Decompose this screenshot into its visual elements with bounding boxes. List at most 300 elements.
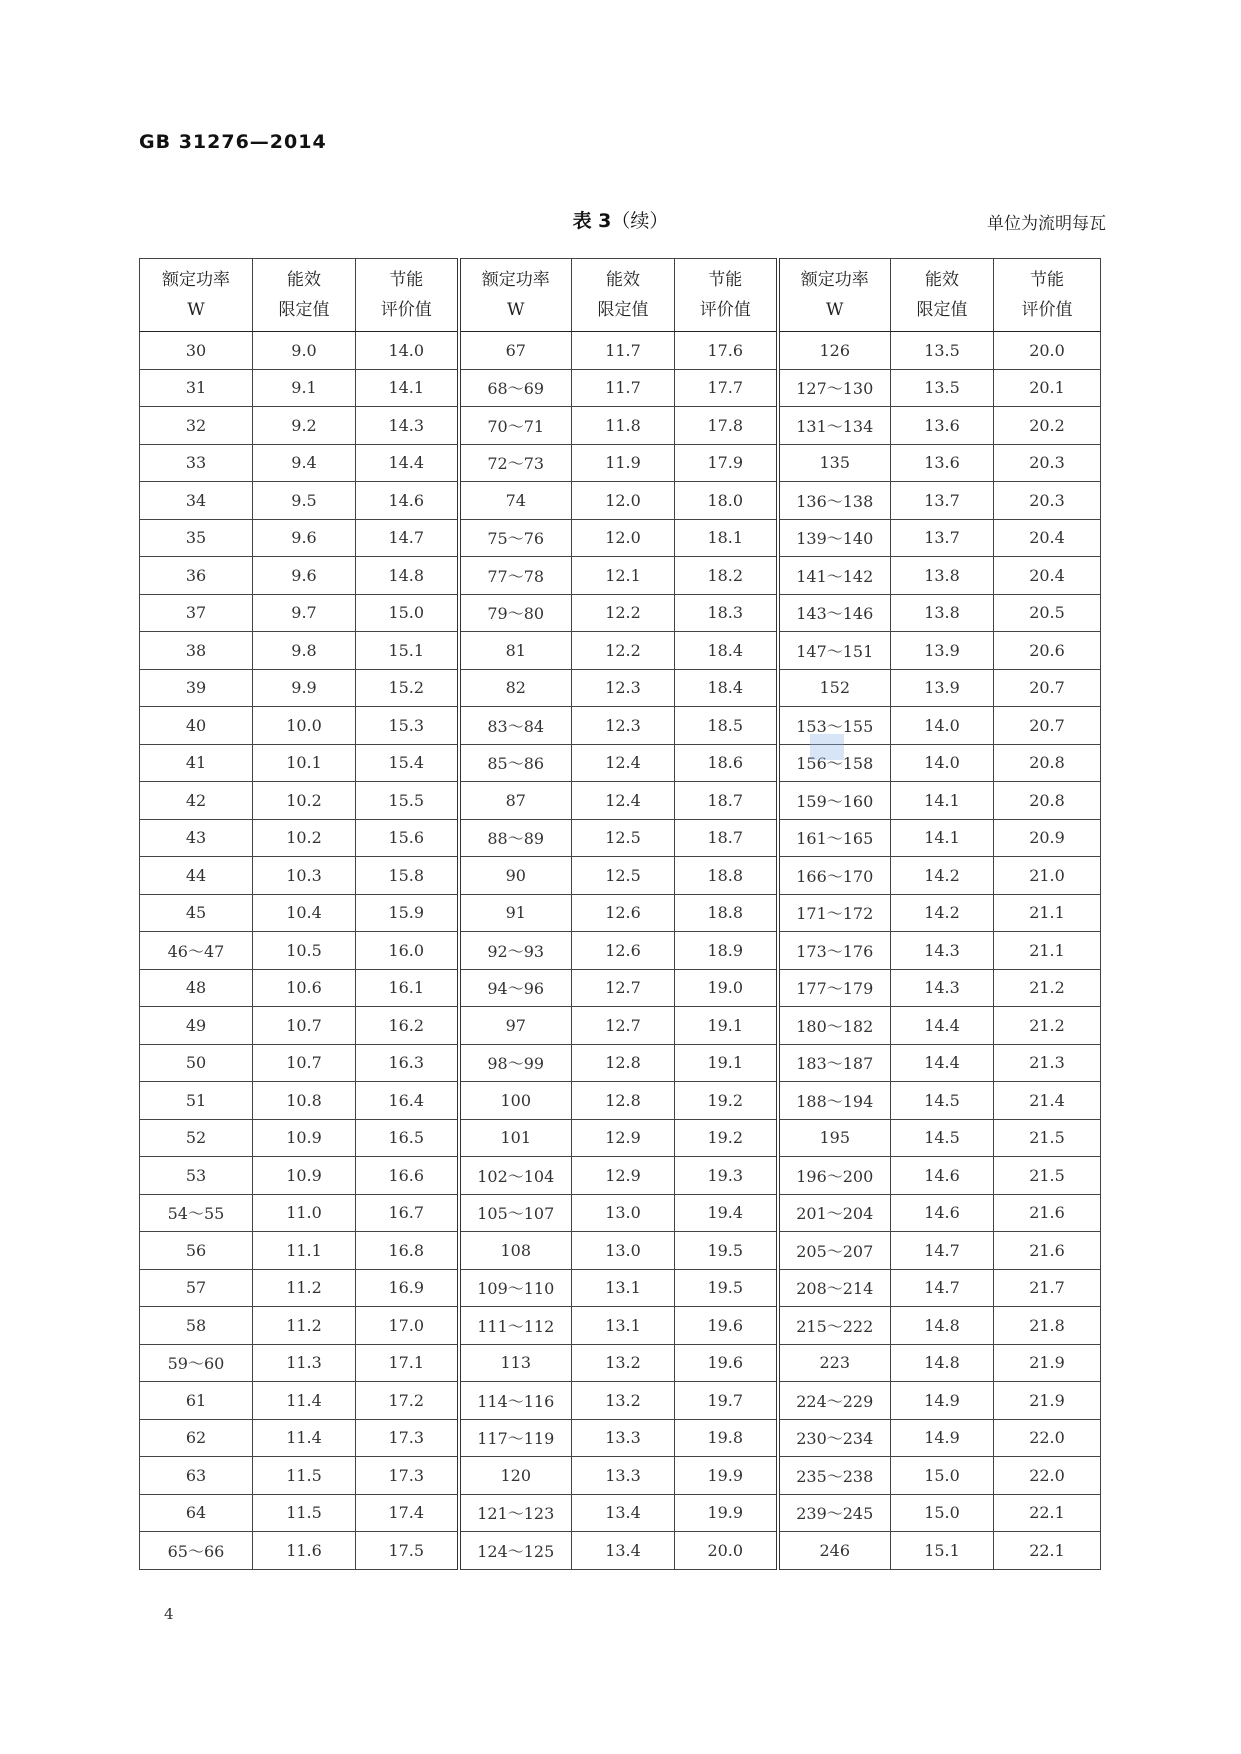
table-cell: 13.1 xyxy=(572,1269,675,1307)
header-energy-saving-value: 节能 评价值 xyxy=(675,259,778,332)
table-row xyxy=(140,444,1101,482)
table-cell: 18.8 xyxy=(675,857,778,895)
table-cell: 10.7 xyxy=(253,1044,356,1082)
table-cell: 45 xyxy=(140,894,253,932)
table-cell: 15.9 xyxy=(356,894,459,932)
table-cell: 19.4 xyxy=(675,1194,778,1232)
header-rated-power: 额定功率 W xyxy=(459,259,572,332)
table-cell: 16.8 xyxy=(356,1232,459,1270)
table-cell: 139～140 xyxy=(778,519,891,557)
table-row xyxy=(140,744,1101,782)
table-cell: 12.7 xyxy=(572,1007,675,1045)
table-row xyxy=(140,1044,1101,1082)
table-row xyxy=(140,594,1101,632)
table-cell: 10.6 xyxy=(253,969,356,1007)
table-row xyxy=(140,407,1101,445)
table-row xyxy=(140,1232,1101,1270)
table-cell: 131～134 xyxy=(778,407,891,445)
table-cell: 14.2 xyxy=(891,857,994,895)
table-cell: 121～123 xyxy=(459,1494,572,1532)
header-rated-power: 额定功率 W xyxy=(778,259,891,332)
table-cell: 9.4 xyxy=(253,444,356,482)
table-cell: 15.1 xyxy=(356,632,459,670)
table-cell: 18.7 xyxy=(675,819,778,857)
table-cell: 19.2 xyxy=(675,1119,778,1157)
table-cell: 18.4 xyxy=(675,632,778,670)
table-cell: 21.2 xyxy=(994,969,1101,1007)
table-cell: 13.2 xyxy=(572,1344,675,1382)
table-cell: 88～89 xyxy=(459,819,572,857)
table-cell: 13.4 xyxy=(572,1532,675,1570)
table-cell: 13.8 xyxy=(891,594,994,632)
table-cell: 124～125 xyxy=(459,1532,572,1570)
table-cell: 12.9 xyxy=(572,1157,675,1195)
table-cell: 63 xyxy=(140,1457,253,1495)
table-cell: 18.9 xyxy=(675,932,778,970)
table-cell: 13.9 xyxy=(891,632,994,670)
table-cell: 14.7 xyxy=(891,1269,994,1307)
table-cell: 11.2 xyxy=(253,1269,356,1307)
table-row xyxy=(140,1457,1101,1495)
table-cell: 19.0 xyxy=(675,969,778,1007)
table-cell: 19.5 xyxy=(675,1232,778,1270)
table-cell: 21.9 xyxy=(994,1382,1101,1420)
table-cell: 49 xyxy=(140,1007,253,1045)
table-row xyxy=(140,969,1101,1007)
table-cell: 90 xyxy=(459,857,572,895)
table-cell: 14.4 xyxy=(891,1044,994,1082)
table-cell: 12.5 xyxy=(572,819,675,857)
table-cell: 15.6 xyxy=(356,819,459,857)
table-cell: 18.4 xyxy=(675,669,778,707)
table-cell: 101 xyxy=(459,1119,572,1157)
table-cell: 14.3 xyxy=(356,407,459,445)
table-row xyxy=(140,1419,1101,1457)
table-cell: 46～47 xyxy=(140,932,253,970)
table-cell: 97 xyxy=(459,1007,572,1045)
table-cell: 21.1 xyxy=(994,894,1101,932)
table-cell: 67 xyxy=(459,332,572,370)
table-cell: 9.8 xyxy=(253,632,356,670)
table-cell: 13.5 xyxy=(891,369,994,407)
table-cell: 33 xyxy=(140,444,253,482)
table-cell: 14.6 xyxy=(891,1194,994,1232)
table-cell: 19.1 xyxy=(675,1044,778,1082)
table-cell: 57 xyxy=(140,1269,253,1307)
table-cell: 14.0 xyxy=(891,744,994,782)
table-cell: 20.3 xyxy=(994,482,1101,520)
table-cell: 38 xyxy=(140,632,253,670)
table-cell: 10.4 xyxy=(253,894,356,932)
table-cell: 18.5 xyxy=(675,707,778,745)
table-cell: 12.1 xyxy=(572,557,675,595)
table-cell: 10.2 xyxy=(253,819,356,857)
table-cell: 223 xyxy=(778,1344,891,1382)
watermark-stamp xyxy=(810,734,844,760)
table-cell: 20.3 xyxy=(994,444,1101,482)
table-cell: 12.4 xyxy=(572,744,675,782)
table-cell: 13.1 xyxy=(572,1307,675,1345)
table-cell: 11.4 xyxy=(253,1419,356,1457)
table-row xyxy=(140,1344,1101,1382)
table-cell: 81 xyxy=(459,632,572,670)
table-cell: 20.6 xyxy=(994,632,1101,670)
table-cell: 105～107 xyxy=(459,1194,572,1232)
table-row xyxy=(140,1532,1101,1570)
table-cell: 9.6 xyxy=(253,557,356,595)
table-cell: 120 xyxy=(459,1457,572,1495)
table-body xyxy=(140,332,1101,1570)
table-caption-suffix: （续） xyxy=(611,210,669,232)
table-cell: 11.9 xyxy=(572,444,675,482)
table-cell: 20.7 xyxy=(994,707,1101,745)
table-cell: 87 xyxy=(459,782,572,820)
table-cell: 12.4 xyxy=(572,782,675,820)
table-cell: 9.5 xyxy=(253,482,356,520)
table-cell: 17.5 xyxy=(356,1532,459,1570)
table-cell: 20.8 xyxy=(994,782,1101,820)
table-cell: 17.2 xyxy=(356,1382,459,1420)
table-cell: 14.2 xyxy=(891,894,994,932)
table-cell: 20.1 xyxy=(994,369,1101,407)
table-cell: 14.5 xyxy=(891,1119,994,1157)
table-cell: 13.4 xyxy=(572,1494,675,1532)
table-cell: 68～69 xyxy=(459,369,572,407)
table-cell: 21.1 xyxy=(994,932,1101,970)
table-cell: 224～229 xyxy=(778,1382,891,1420)
table-cell: 109～110 xyxy=(459,1269,572,1307)
table-row xyxy=(140,1307,1101,1345)
table-cell: 20.0 xyxy=(675,1532,778,1570)
table-row xyxy=(140,669,1101,707)
table-cell: 12.5 xyxy=(572,857,675,895)
table-cell: 19.9 xyxy=(675,1494,778,1532)
page-number: 4 xyxy=(164,1605,174,1623)
table-cell: 18.8 xyxy=(675,894,778,932)
table-cell: 19.3 xyxy=(675,1157,778,1195)
header-efficacy-limit: 能效 限定值 xyxy=(891,259,994,332)
table-cell: 37 xyxy=(140,594,253,632)
header-energy-saving-value: 节能 评价值 xyxy=(356,259,459,332)
table-row xyxy=(140,1269,1101,1307)
table-cell: 70～71 xyxy=(459,407,572,445)
table-cell: 14.5 xyxy=(891,1082,994,1120)
table-cell: 13.3 xyxy=(572,1457,675,1495)
table-cell: 11.3 xyxy=(253,1344,356,1382)
table-cell: 16.9 xyxy=(356,1269,459,1307)
table-cell: 13.6 xyxy=(891,407,994,445)
table-cell: 18.2 xyxy=(675,557,778,595)
table-cell: 18.0 xyxy=(675,482,778,520)
table-cell: 114～116 xyxy=(459,1382,572,1420)
table-cell: 85～86 xyxy=(459,744,572,782)
standard-code: GB 31276—2014 xyxy=(139,131,327,153)
table-cell: 153～155 xyxy=(778,707,891,745)
table-cell: 41 xyxy=(140,744,253,782)
table-cell: 215～222 xyxy=(778,1307,891,1345)
table-cell: 127～130 xyxy=(778,369,891,407)
table-row xyxy=(140,857,1101,895)
table-cell: 16.5 xyxy=(356,1119,459,1157)
table-cell: 75～76 xyxy=(459,519,572,557)
table-cell: 20.2 xyxy=(994,407,1101,445)
table-row xyxy=(140,1082,1101,1120)
table-cell: 14.4 xyxy=(356,444,459,482)
table-cell: 136～138 xyxy=(778,482,891,520)
table-cell: 117～119 xyxy=(459,1419,572,1457)
table-cell: 21.6 xyxy=(994,1194,1101,1232)
table-cell: 42 xyxy=(140,782,253,820)
table-cell: 13.7 xyxy=(891,482,994,520)
table-cell: 20.5 xyxy=(994,594,1101,632)
table-cell: 36 xyxy=(140,557,253,595)
table-cell: 61 xyxy=(140,1382,253,1420)
table-cell: 15.5 xyxy=(356,782,459,820)
header-rated-power: 额定功率 W xyxy=(140,259,253,332)
table-cell: 17.1 xyxy=(356,1344,459,1382)
table-caption-label: 表 3 xyxy=(572,210,612,232)
table-row xyxy=(140,632,1101,670)
table-row xyxy=(140,1119,1101,1157)
table-header-row xyxy=(140,259,1101,332)
table-cell: 18.1 xyxy=(675,519,778,557)
table-cell: 11.6 xyxy=(253,1532,356,1570)
table-cell: 14.4 xyxy=(891,1007,994,1045)
table-row xyxy=(140,1382,1101,1420)
table-row xyxy=(140,332,1101,370)
table-cell: 14.6 xyxy=(891,1157,994,1195)
table-cell: 19.6 xyxy=(675,1344,778,1382)
table-cell: 180～182 xyxy=(778,1007,891,1045)
table-cell: 20.0 xyxy=(994,332,1101,370)
table-cell: 141～142 xyxy=(778,557,891,595)
table-cell: 17.0 xyxy=(356,1307,459,1345)
header-efficacy-limit: 能效 限定值 xyxy=(572,259,675,332)
table-cell: 208～214 xyxy=(778,1269,891,1307)
table-cell: 14.7 xyxy=(891,1232,994,1270)
table-cell: 82 xyxy=(459,669,572,707)
table-cell: 13.8 xyxy=(891,557,994,595)
table-cell: 17.3 xyxy=(356,1419,459,1457)
table-cell: 21.3 xyxy=(994,1044,1101,1082)
table-cell: 11.8 xyxy=(572,407,675,445)
table-cell: 22.1 xyxy=(994,1532,1101,1570)
table-cell: 12.7 xyxy=(572,969,675,1007)
table-cell: 92～93 xyxy=(459,932,572,970)
table-cell: 91 xyxy=(459,894,572,932)
table-cell: 53 xyxy=(140,1157,253,1195)
table-cell: 21.5 xyxy=(994,1119,1101,1157)
table-cell: 62 xyxy=(140,1419,253,1457)
table-cell: 83～84 xyxy=(459,707,572,745)
table-row xyxy=(140,932,1101,970)
table-cell: 135 xyxy=(778,444,891,482)
table-cell: 10.3 xyxy=(253,857,356,895)
table-cell: 177～179 xyxy=(778,969,891,1007)
table-row xyxy=(140,519,1101,557)
table-cell: 34 xyxy=(140,482,253,520)
table-cell: 56 xyxy=(140,1232,253,1270)
table-cell: 20.8 xyxy=(994,744,1101,782)
table-cell: 16.4 xyxy=(356,1082,459,1120)
table-cell: 19.5 xyxy=(675,1269,778,1307)
table-cell: 20.9 xyxy=(994,819,1101,857)
table-cell: 13.0 xyxy=(572,1232,675,1270)
table-cell: 21.0 xyxy=(994,857,1101,895)
table-cell: 13.6 xyxy=(891,444,994,482)
table-cell: 16.2 xyxy=(356,1007,459,1045)
table-cell: 20.4 xyxy=(994,519,1101,557)
table-row xyxy=(140,707,1101,745)
table-cell: 39 xyxy=(140,669,253,707)
table-cell: 58 xyxy=(140,1307,253,1345)
table-cell: 11.5 xyxy=(253,1494,356,1532)
table-cell: 12.3 xyxy=(572,707,675,745)
table-cell: 10.7 xyxy=(253,1007,356,1045)
table-cell: 64 xyxy=(140,1494,253,1532)
table-cell: 246 xyxy=(778,1532,891,1570)
efficacy-table xyxy=(139,258,1101,1570)
table-cell: 143～146 xyxy=(778,594,891,632)
table-cell: 15.3 xyxy=(356,707,459,745)
table-cell: 239～245 xyxy=(778,1494,891,1532)
table-cell: 12.2 xyxy=(572,594,675,632)
table-cell: 10.5 xyxy=(253,932,356,970)
table-cell: 19.9 xyxy=(675,1457,778,1495)
table-cell: 21.7 xyxy=(994,1269,1101,1307)
table-cell: 16.0 xyxy=(356,932,459,970)
table-cell: 15.1 xyxy=(891,1532,994,1570)
table-cell: 22.0 xyxy=(994,1419,1101,1457)
table-cell: 113 xyxy=(459,1344,572,1382)
table-cell: 17.3 xyxy=(356,1457,459,1495)
table-cell: 19.6 xyxy=(675,1307,778,1345)
table-cell: 19.2 xyxy=(675,1082,778,1120)
table-cell: 188～194 xyxy=(778,1082,891,1120)
table-cell: 12.9 xyxy=(572,1119,675,1157)
table-cell: 10.1 xyxy=(253,744,356,782)
table-cell: 10.9 xyxy=(253,1119,356,1157)
table-cell: 100 xyxy=(459,1082,572,1120)
table-cell: 30 xyxy=(140,332,253,370)
table-cell: 12.6 xyxy=(572,894,675,932)
table-cell: 21.4 xyxy=(994,1082,1101,1120)
table-cell: 10.8 xyxy=(253,1082,356,1120)
table-cell: 9.2 xyxy=(253,407,356,445)
table-cell: 21.8 xyxy=(994,1307,1101,1345)
table-cell: 195 xyxy=(778,1119,891,1157)
table-cell: 171～172 xyxy=(778,894,891,932)
table-cell: 16.3 xyxy=(356,1044,459,1082)
table-cell: 98～99 xyxy=(459,1044,572,1082)
table-cell: 9.1 xyxy=(253,369,356,407)
table-cell: 35 xyxy=(140,519,253,557)
table-cell: 21.5 xyxy=(994,1157,1101,1195)
table-cell: 12.0 xyxy=(572,482,675,520)
table-cell: 18.7 xyxy=(675,782,778,820)
table-row xyxy=(140,782,1101,820)
table-cell: 14.1 xyxy=(891,819,994,857)
table-cell: 22.1 xyxy=(994,1494,1101,1532)
table-row xyxy=(140,557,1101,595)
table-cell: 13.5 xyxy=(891,332,994,370)
table-cell: 11.7 xyxy=(572,369,675,407)
table-cell: 13.7 xyxy=(891,519,994,557)
table-cell: 79～80 xyxy=(459,594,572,632)
table-cell: 14.1 xyxy=(356,369,459,407)
table-cell: 12.2 xyxy=(572,632,675,670)
table-cell: 14.9 xyxy=(891,1419,994,1457)
table-cell: 15.8 xyxy=(356,857,459,895)
table-cell: 21.9 xyxy=(994,1344,1101,1382)
table-cell: 65～66 xyxy=(140,1532,253,1570)
table-cell: 17.7 xyxy=(675,369,778,407)
table-cell: 102～104 xyxy=(459,1157,572,1195)
table-cell: 126 xyxy=(778,332,891,370)
table-cell: 18.3 xyxy=(675,594,778,632)
table-cell: 111～112 xyxy=(459,1307,572,1345)
table-cell: 17.4 xyxy=(356,1494,459,1532)
table-cell: 14.8 xyxy=(891,1344,994,1382)
table-cell: 161～165 xyxy=(778,819,891,857)
table-cell: 21.2 xyxy=(994,1007,1101,1045)
table-cell: 19.1 xyxy=(675,1007,778,1045)
table-cell: 15.2 xyxy=(356,669,459,707)
table-cell: 10.9 xyxy=(253,1157,356,1195)
table-cell: 13.9 xyxy=(891,669,994,707)
table-cell: 40 xyxy=(140,707,253,745)
table-cell: 12.8 xyxy=(572,1082,675,1120)
table-cell: 10.0 xyxy=(253,707,356,745)
table-cell: 19.8 xyxy=(675,1419,778,1457)
table-cell: 14.8 xyxy=(891,1307,994,1345)
table-cell: 14.3 xyxy=(891,932,994,970)
table-cell: 11.2 xyxy=(253,1307,356,1345)
header-efficacy-limit: 能效 限定值 xyxy=(253,259,356,332)
table-cell: 17.9 xyxy=(675,444,778,482)
table-cell: 17.8 xyxy=(675,407,778,445)
table-cell: 15.4 xyxy=(356,744,459,782)
table-cell: 15.0 xyxy=(891,1494,994,1532)
table-cell: 54～55 xyxy=(140,1194,253,1232)
table-cell: 13.2 xyxy=(572,1382,675,1420)
table-cell: 32 xyxy=(140,407,253,445)
table-row xyxy=(140,1157,1101,1195)
table-cell: 9.9 xyxy=(253,669,356,707)
table-cell: 12.8 xyxy=(572,1044,675,1082)
table-cell: 18.6 xyxy=(675,744,778,782)
table-cell: 10.2 xyxy=(253,782,356,820)
table-cell: 11.1 xyxy=(253,1232,356,1270)
table-cell: 14.6 xyxy=(356,482,459,520)
table-cell: 173～176 xyxy=(778,932,891,970)
table-cell: 43 xyxy=(140,819,253,857)
table-cell: 11.5 xyxy=(253,1457,356,1495)
table-cell: 17.6 xyxy=(675,332,778,370)
table-cell: 156～158 xyxy=(778,744,891,782)
table-cell: 12.3 xyxy=(572,669,675,707)
table-cell: 14.7 xyxy=(356,519,459,557)
table-cell: 11.0 xyxy=(253,1194,356,1232)
unit-note: 单位为流明每瓦 xyxy=(987,214,1106,234)
table-cell: 9.7 xyxy=(253,594,356,632)
table-cell: 16.1 xyxy=(356,969,459,1007)
table-row xyxy=(140,1194,1101,1232)
table-cell: 14.0 xyxy=(356,332,459,370)
table-cell: 13.0 xyxy=(572,1194,675,1232)
table-cell: 205～207 xyxy=(778,1232,891,1270)
table-cell: 9.0 xyxy=(253,332,356,370)
